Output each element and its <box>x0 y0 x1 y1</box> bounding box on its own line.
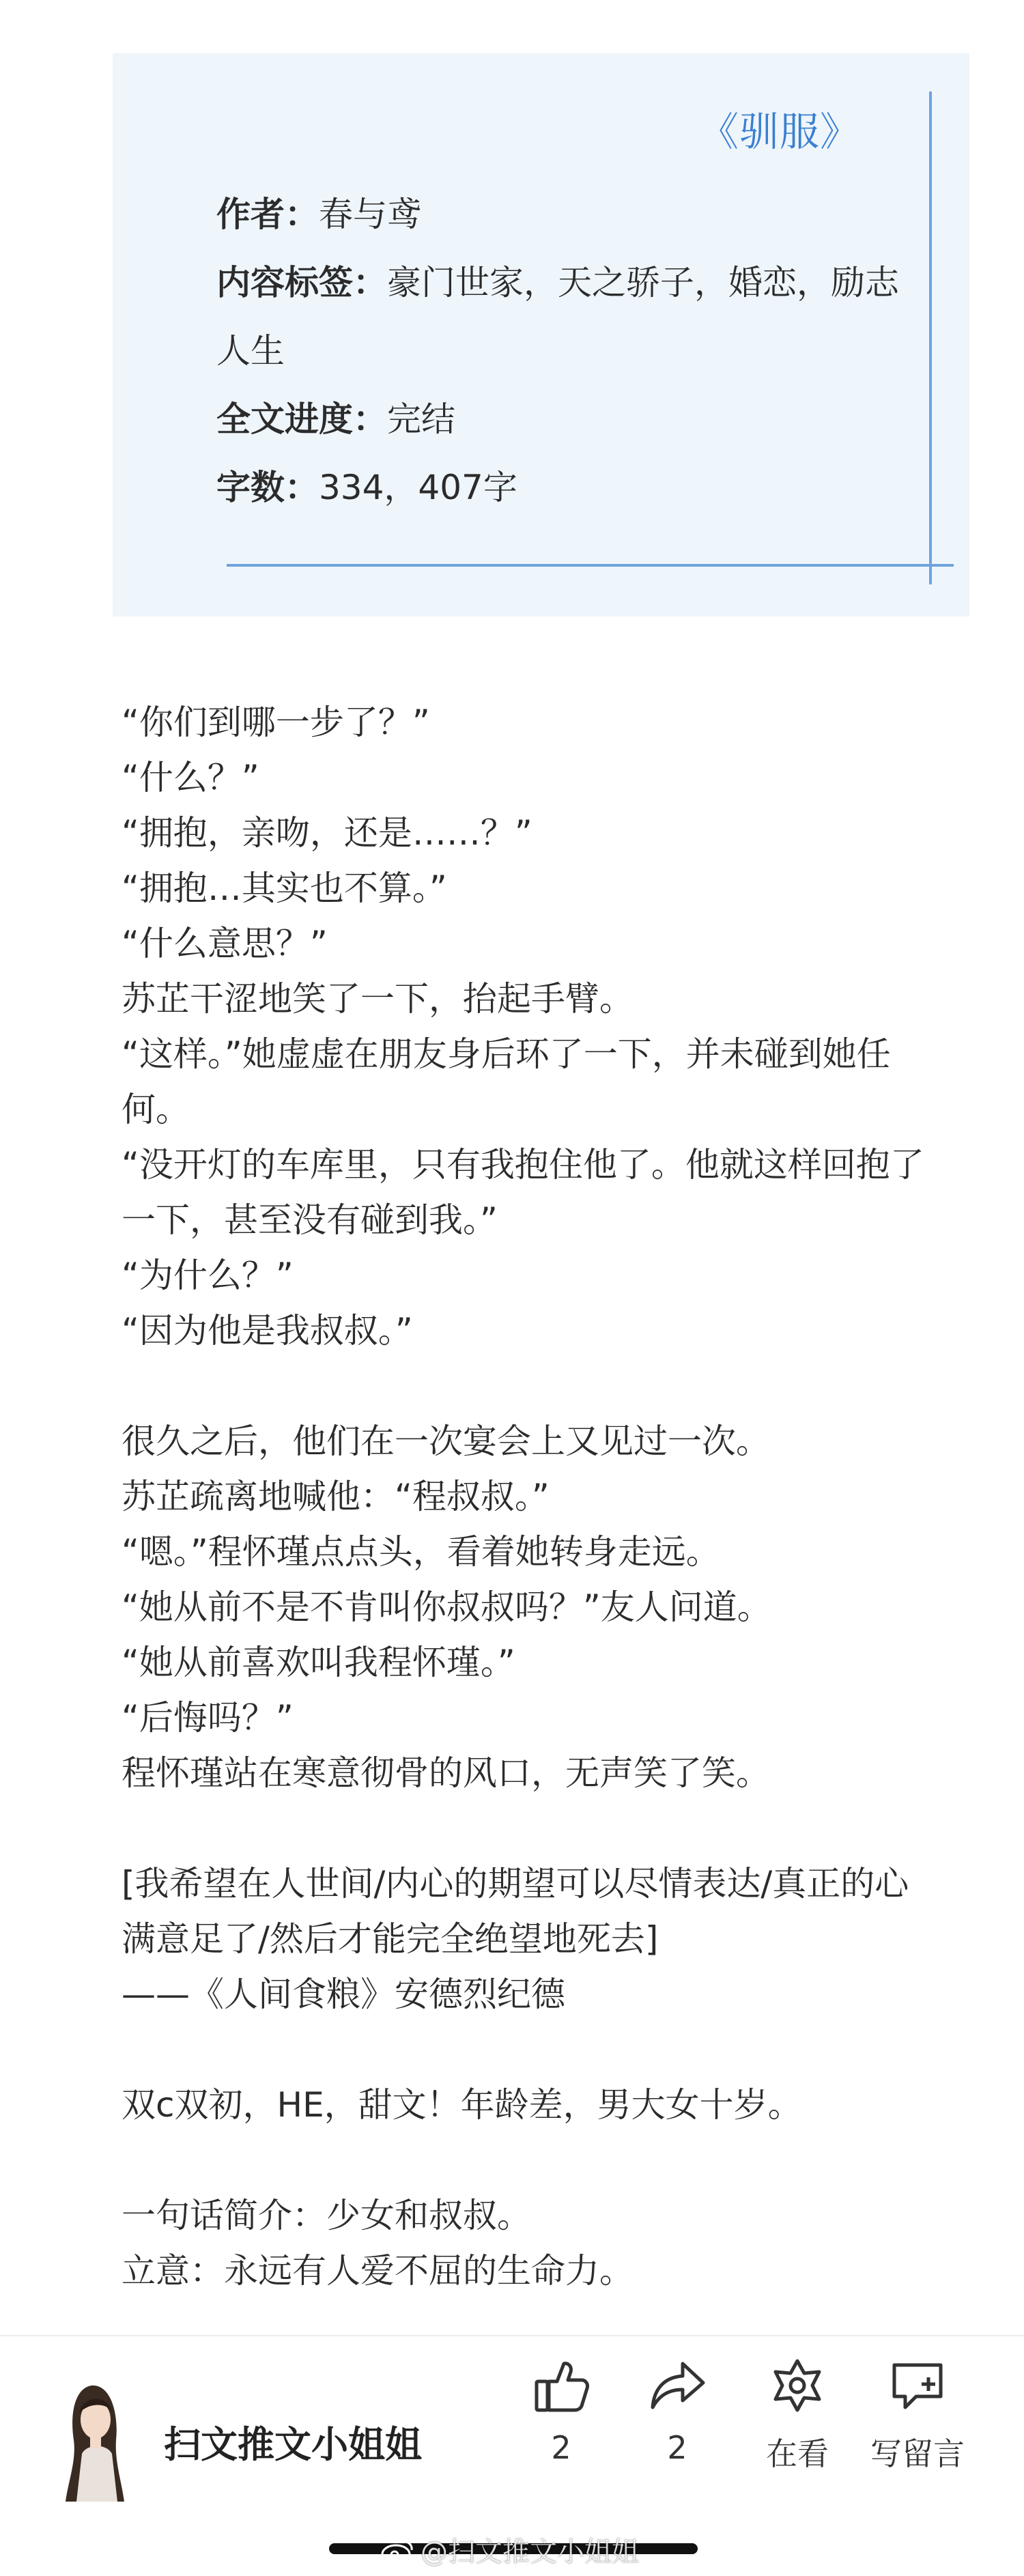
card-vertical-line <box>929 91 932 584</box>
card-horizontal-line <box>227 564 954 567</box>
paragraph-gap <box>122 1359 927 1414</box>
wow-button[interactable] <box>736 2357 859 2474</box>
flower-icon <box>769 2357 826 2414</box>
article-paragraph: 双c双初，HE，甜文！年龄差，男大女十岁。 <box>122 2085 802 2125</box>
article-paragraph: 苏芷疏离地喊他：“程叔叔。” <box>122 1477 550 1516</box>
paragraph-gap <box>122 2133 927 2188</box>
article-paragraph: “为什么？” <box>122 1256 294 1295</box>
like-count: 2 <box>551 2429 571 2466</box>
comment-button[interactable] <box>856 2357 979 2474</box>
meta-tags <box>216 249 899 385</box>
meta-key: 全文进度： <box>216 399 387 439</box>
book-meta-list <box>216 180 899 522</box>
article-paragraph: “嗯。”程怀瑾点点头，看着她转身走远。 <box>122 1532 720 1572</box>
account-name[interactable]: 扫文推文小姐姐 <box>164 2423 422 2466</box>
paragraph-gap <box>122 1801 927 1856</box>
watermark <box>380 2530 639 2569</box>
article-paragraph: “什么？” <box>122 758 259 797</box>
article-paragraph: 程怀瑾站在寒意彻骨的风口，无声笑了笑。 <box>122 1753 770 1793</box>
like-button[interactable] <box>500 2357 623 2466</box>
article-paragraph: “你们到哪一步了？” <box>122 703 430 742</box>
share-count: 2 <box>667 2429 687 2466</box>
article-paragraph: “这样。”她虚虚在朋友身后环了一下，并未碰到她任何。 <box>122 1034 891 1129</box>
weibo-logo-icon <box>380 2538 415 2565</box>
meta-value: 春与鸢 <box>319 195 421 234</box>
article-paragraph: 立意：永远有人爱不屈的生命力。 <box>122 2251 634 2291</box>
article-paragraph: 苏芷干涩地笑了一下，抬起手臂。 <box>122 979 634 1019</box>
book-info-card <box>113 53 969 617</box>
article-paragraph: “拥抱，亲吻，还是……？” <box>122 813 532 853</box>
share-button[interactable] <box>616 2357 739 2466</box>
article-body <box>122 695 927 2299</box>
meta-key: 字数： <box>216 468 319 507</box>
meta-value: 豪门世家，天之骄子，婚恋，励志人生 <box>216 263 899 371</box>
article-paragraph: “她从前不是不肯叫你叔叔吗？”友人问道。 <box>122 1587 771 1627</box>
article-quote-source: ——《人间食粮》安德烈纪德 <box>122 1975 565 2014</box>
wow-label: 在看 <box>766 2435 829 2472</box>
thumbs-up-icon <box>532 2357 590 2414</box>
comment-plus-icon <box>889 2357 946 2414</box>
article-quote: [我希望在人世间/内心的期望可以尽情表达/真正的心满意足了/然后才能完全绝望地死去] <box>122 1864 909 1959</box>
article-paragraph: “因为他是我叔叔。” <box>122 1311 413 1350</box>
book-title: 《驯服》 <box>698 109 860 155</box>
article-paragraph: “后悔吗？” <box>122 1698 294 1738</box>
article-paragraph: 很久之后，他们在一次宴会上又见过一次。 <box>122 1421 770 1461</box>
meta-author <box>216 180 899 249</box>
article-paragraph: 一句话简介：少女和叔叔。 <box>122 2196 531 2235</box>
meta-key: 内容标签： <box>216 263 387 302</box>
avatar[interactable] <box>59 2372 135 2508</box>
watermark-text: @扫文推文小姐姐 <box>421 2536 639 2568</box>
article-paragraph: “没开灯的车库里，只有我抱住他了。他就这样回抱了一下，甚至没有碰到我。” <box>122 1145 924 1240</box>
comment-label: 写留言 <box>870 2435 965 2472</box>
meta-key: 作者： <box>216 195 319 234</box>
meta-value: 334，407字 <box>319 468 517 507</box>
article-paragraph: “拥抱…其实也不算。” <box>122 868 447 908</box>
meta-progress <box>216 385 899 453</box>
paragraph-gap <box>122 2022 927 2078</box>
article-paragraph: “她从前喜欢叫我程怀瑾。” <box>122 1643 515 1682</box>
meta-value: 完结 <box>387 399 455 439</box>
share-arrow-icon <box>649 2357 706 2414</box>
meta-word-count <box>216 453 899 522</box>
article-paragraph: “什么意思？” <box>122 924 328 963</box>
